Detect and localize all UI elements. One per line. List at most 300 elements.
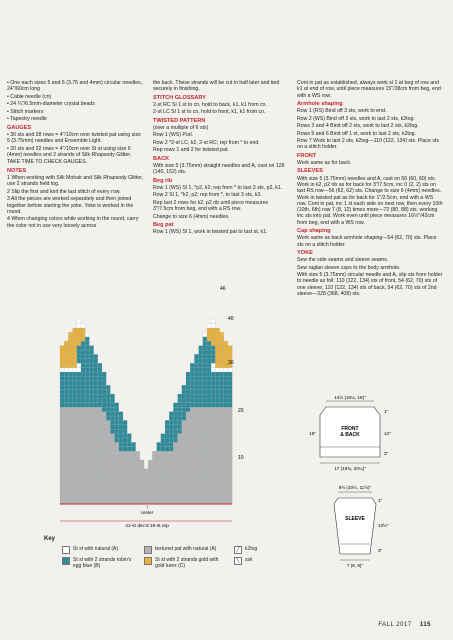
bottom-width: 7 (8, 8)" xyxy=(346,563,364,568)
row-label: 46 xyxy=(220,286,226,292)
chart-cell xyxy=(173,451,177,455)
chart-cell xyxy=(119,412,123,416)
chart-cell xyxy=(98,420,102,424)
chart-cell xyxy=(77,385,81,389)
chart-cell xyxy=(207,363,211,367)
chart-cell xyxy=(115,438,119,442)
chart-cell xyxy=(190,469,194,473)
chart-cell xyxy=(199,438,203,442)
chart-cell xyxy=(211,332,215,336)
chart-cell xyxy=(215,464,219,468)
chart-cell xyxy=(169,460,173,464)
chart-cell xyxy=(81,376,85,380)
chart-cell xyxy=(64,398,68,402)
chart-cell xyxy=(77,341,81,345)
chart-cell xyxy=(203,425,207,429)
chart-cell xyxy=(224,478,228,482)
chart-cell xyxy=(73,442,77,446)
chart-cell xyxy=(106,385,110,389)
chart-cell xyxy=(199,434,203,438)
chart-cell xyxy=(94,464,98,468)
chart-cell xyxy=(211,434,215,438)
chart-cell xyxy=(182,420,186,424)
chart-cell xyxy=(94,412,98,416)
chart-cell xyxy=(190,407,194,411)
chart-cell xyxy=(178,473,182,477)
chart-cell xyxy=(81,403,85,407)
chart-cell xyxy=(157,473,161,477)
chart-cell xyxy=(224,447,228,451)
chart-cell xyxy=(85,337,89,341)
chart-cell xyxy=(203,416,207,420)
chart-cell xyxy=(110,460,114,464)
chart-cell xyxy=(123,473,127,477)
check-gauge-text: TAKE TIME TO CHECK GAUGES. xyxy=(7,159,88,166)
chart-cell xyxy=(127,442,131,446)
chart-cell xyxy=(182,491,186,495)
chart-cell xyxy=(228,368,232,372)
chart-cell xyxy=(60,350,64,354)
chart-cell xyxy=(207,354,211,358)
chart-cell xyxy=(110,394,114,398)
chart-cell xyxy=(186,469,190,473)
chart-cell xyxy=(60,429,64,433)
chart-cell xyxy=(211,456,215,460)
chart-cell xyxy=(224,442,228,446)
notes-heading: NOTES xyxy=(7,167,27,174)
chart-cell xyxy=(102,376,106,380)
chart-cell xyxy=(64,376,68,380)
chart-cell xyxy=(161,464,165,468)
chart-cell xyxy=(173,495,177,499)
armhole-line: Rows 3 and 4 Bind off 2 sts, work to last 2 sts, k2tog. xyxy=(297,123,419,130)
chart-cell xyxy=(77,328,81,332)
chart-cell xyxy=(119,469,123,473)
chart-cell xyxy=(190,412,194,416)
center-arrow-icon: ↑ xyxy=(145,505,149,511)
key-label: k2tog xyxy=(245,546,258,552)
chart-cell xyxy=(211,354,215,358)
chart-cell xyxy=(115,403,119,407)
chart-cell xyxy=(228,385,232,389)
chart-cell xyxy=(207,416,211,420)
repeat-label: 41-st dec'd 19-st rep xyxy=(125,524,169,529)
chart-cell xyxy=(157,451,161,455)
chart-cell xyxy=(136,478,140,482)
chart-cell xyxy=(85,495,89,499)
chart-cell xyxy=(106,447,110,451)
chart-cell xyxy=(73,390,77,394)
chart-cell xyxy=(73,346,77,350)
chart-cell xyxy=(194,495,198,499)
chart-cell xyxy=(60,425,64,429)
chart-cell xyxy=(110,442,114,446)
chart-cell xyxy=(102,486,106,490)
chart-cell xyxy=(182,442,186,446)
chart-cell xyxy=(165,491,169,495)
pattern-heading: Beg pat xyxy=(153,221,174,228)
chart-cell xyxy=(94,482,98,486)
chart-cell xyxy=(89,368,93,372)
chart-cell xyxy=(81,447,85,451)
cap-label: 1" xyxy=(378,498,383,503)
chart-cell xyxy=(199,412,203,416)
chart-cell xyxy=(199,416,203,420)
chart-cell xyxy=(85,451,89,455)
chart-cell xyxy=(68,438,72,442)
chart-cell xyxy=(186,398,190,402)
chart-cell xyxy=(228,473,232,477)
chart-cell xyxy=(60,486,64,490)
chart-cell xyxy=(199,464,203,468)
chart-cell xyxy=(73,398,77,402)
chart-cell xyxy=(228,420,232,424)
chart-cell xyxy=(60,442,64,446)
chart-cell xyxy=(186,407,190,411)
chart-cell xyxy=(94,394,98,398)
chart-cell xyxy=(89,425,93,429)
chart-cell xyxy=(207,442,211,446)
chart-cell xyxy=(190,442,194,446)
chart-cell xyxy=(68,354,72,358)
piece-label: & BACK xyxy=(340,432,360,438)
chart-cell xyxy=(68,416,72,420)
chart-cell xyxy=(186,495,190,499)
chart-cell xyxy=(81,416,85,420)
chart-cell xyxy=(211,469,215,473)
chart-cell xyxy=(215,385,219,389)
chart-cell xyxy=(77,416,81,420)
chart-cell xyxy=(194,442,198,446)
chart-cell xyxy=(98,416,102,420)
chart-cell xyxy=(68,425,72,429)
chart-cell xyxy=(106,420,110,424)
chart-cell xyxy=(224,385,228,389)
chart-cell xyxy=(178,464,182,468)
chart-cell xyxy=(207,368,211,372)
chart-cell xyxy=(85,390,89,394)
chart-cell xyxy=(165,464,169,468)
chart-cell xyxy=(207,438,211,442)
chart-cell xyxy=(119,442,123,446)
chart-cell xyxy=(85,394,89,398)
chart-cell xyxy=(190,416,194,420)
chart-cell xyxy=(203,442,207,446)
chart-cell xyxy=(73,429,77,433)
key-item xyxy=(234,557,294,565)
chart-cell xyxy=(73,359,77,363)
chart-cell xyxy=(123,429,127,433)
chart-cell xyxy=(203,385,207,389)
chart-cell xyxy=(81,478,85,482)
chart-cell xyxy=(64,464,68,468)
chart-cell xyxy=(173,500,177,504)
chart-cell xyxy=(144,473,148,477)
chart-cell xyxy=(182,438,186,442)
chart-cell xyxy=(77,350,81,354)
chart-cell xyxy=(77,412,81,416)
chart-cell xyxy=(119,486,123,490)
chart-cell xyxy=(89,469,93,473)
chart-cell xyxy=(228,482,232,486)
chart-cell xyxy=(178,447,182,451)
chart-cell xyxy=(228,403,232,407)
chart-cell xyxy=(199,407,203,411)
chart-cell xyxy=(169,478,173,482)
chart-cell xyxy=(73,478,77,482)
key-title: Key xyxy=(44,536,56,542)
row-label: 10 xyxy=(238,455,244,461)
chart-cell xyxy=(182,385,186,389)
chart-cell xyxy=(81,495,85,499)
chart-cell xyxy=(110,500,114,504)
chart-cell xyxy=(127,500,131,504)
chart-cell xyxy=(85,385,89,389)
chart-cell xyxy=(152,456,156,460)
chart-cell xyxy=(173,469,177,473)
chart-cell xyxy=(60,368,64,372)
chart-cell xyxy=(127,482,131,486)
chart-cell xyxy=(207,447,211,451)
chart-cell xyxy=(207,376,211,380)
chart-cell xyxy=(98,473,102,477)
chart-cell xyxy=(106,407,110,411)
chart-cell xyxy=(94,425,98,429)
chart-cell xyxy=(64,456,68,460)
chart-cell xyxy=(152,469,156,473)
chart-cell xyxy=(77,420,81,424)
chart-cell xyxy=(119,434,123,438)
chart-cell xyxy=(115,456,119,460)
chart-cell xyxy=(190,394,194,398)
chart-cell xyxy=(215,337,219,341)
chart-cell xyxy=(94,381,98,385)
chart-cell xyxy=(203,403,207,407)
chart-cell xyxy=(68,390,72,394)
chart-cell xyxy=(207,451,211,455)
chart-cell xyxy=(203,447,207,451)
chart-cell xyxy=(81,324,85,328)
chart-cell xyxy=(228,469,232,473)
chart-cell xyxy=(85,473,89,477)
chart-cell xyxy=(98,372,102,376)
chart-cell xyxy=(60,381,64,385)
yoke-line: Sew raglan sleeve caps to the body armhole. xyxy=(297,264,401,271)
chart-cell xyxy=(224,456,228,460)
chart-cell xyxy=(190,495,194,499)
chart-cell xyxy=(64,420,68,424)
chart-cell xyxy=(136,482,140,486)
chart-cell xyxy=(182,495,186,499)
chart-cell xyxy=(157,500,161,504)
chart-cell xyxy=(203,412,207,416)
chart-cell xyxy=(73,412,77,416)
note-item: 3 All the pieces are worked separately and then joined together before starting the yoke. Yoke is worked in the round. xyxy=(7,196,134,215)
chart-cell xyxy=(215,376,219,380)
chart-cell xyxy=(98,368,102,372)
chart-cell xyxy=(123,491,127,495)
chart-cell xyxy=(203,346,207,350)
chart-cell xyxy=(215,390,219,394)
chart-cell xyxy=(199,363,203,367)
chart-cell xyxy=(85,500,89,504)
chart-cell xyxy=(85,381,89,385)
chart-cell xyxy=(186,500,190,504)
chart-cell xyxy=(106,390,110,394)
chart-cell xyxy=(68,337,72,341)
chart-cell xyxy=(194,394,198,398)
chart-cell xyxy=(199,346,203,350)
chart-cell xyxy=(60,464,64,468)
chart-cell xyxy=(60,456,64,460)
chart-cell xyxy=(203,398,207,402)
chart-cell xyxy=(215,354,219,358)
chart-cell xyxy=(94,469,98,473)
chart-cell xyxy=(157,447,161,451)
chart-cell xyxy=(68,376,72,380)
top-width: 9½ (10½, 11½)" xyxy=(338,485,372,490)
chart-cell xyxy=(165,456,169,460)
chart-cell xyxy=(106,495,110,499)
glossary-item: 2-st RC Sl 1 st to cn, hold to back, k1, k1 from cn. xyxy=(153,101,267,108)
chart-cell xyxy=(207,425,211,429)
chart-cell xyxy=(140,491,144,495)
chart-cell xyxy=(102,438,106,442)
chart-cell xyxy=(190,381,194,385)
chart-cell xyxy=(77,438,81,442)
chart-cell xyxy=(173,460,177,464)
chart-cell xyxy=(224,398,228,402)
chart-cell xyxy=(207,341,211,345)
chart-cell xyxy=(207,350,211,354)
chart-cell xyxy=(77,495,81,499)
chart-cell xyxy=(140,478,144,482)
chart-cell xyxy=(85,376,89,380)
chart-cell xyxy=(73,341,77,345)
chart-cell xyxy=(144,469,148,473)
chart-cell xyxy=(173,403,177,407)
chart-cell xyxy=(220,491,224,495)
chart-cell xyxy=(81,332,85,336)
chart-cell xyxy=(228,500,232,504)
chart-cell xyxy=(165,500,169,504)
chart-cell xyxy=(60,434,64,438)
chart-cell xyxy=(94,359,98,363)
chart-cell xyxy=(220,394,224,398)
chart-cell xyxy=(186,482,190,486)
chart-cell xyxy=(207,324,211,328)
chart-cell xyxy=(89,363,93,367)
chart-cell xyxy=(119,495,123,499)
chart-cell xyxy=(73,407,77,411)
chart-cell xyxy=(169,451,173,455)
swatch-textured xyxy=(144,546,152,554)
chart-cell xyxy=(194,412,198,416)
chart-cell xyxy=(81,341,85,345)
chart-cell xyxy=(165,486,169,490)
chart-cell xyxy=(169,434,173,438)
chart-cell xyxy=(199,398,203,402)
key-label: ssk xyxy=(245,557,253,563)
chart-cell xyxy=(64,346,68,350)
chart-cell xyxy=(68,456,72,460)
chart-cell xyxy=(68,451,72,455)
chart-cell xyxy=(60,376,64,380)
chart-cell xyxy=(194,376,198,380)
chart-cell xyxy=(207,486,211,490)
chart-cell xyxy=(81,363,85,367)
chart-cell xyxy=(203,469,207,473)
chart-cell xyxy=(224,486,228,490)
chart-cell xyxy=(81,359,85,363)
chart-cell xyxy=(98,390,102,394)
chart-cell xyxy=(220,434,224,438)
chart-cell xyxy=(68,368,72,372)
chart-cell xyxy=(85,341,89,345)
chart-cell xyxy=(211,425,215,429)
materials-item: • One each sizes 5 and 6 (3.75 and 4mm) circular needles, 24"/60cm long xyxy=(7,80,145,93)
chart-cell xyxy=(199,482,203,486)
chart-cell xyxy=(215,398,219,402)
chart-cell xyxy=(199,354,203,358)
chart-cell xyxy=(211,491,215,495)
chart-cell xyxy=(165,420,169,424)
chart-cell xyxy=(178,491,182,495)
chart-cell xyxy=(64,407,68,411)
chart-cell xyxy=(64,469,68,473)
chart-cell xyxy=(89,460,93,464)
key-item xyxy=(144,557,224,569)
chart-cell xyxy=(102,429,106,433)
chart-cell xyxy=(178,416,182,420)
chart-cell xyxy=(178,442,182,446)
chart-cell xyxy=(220,438,224,442)
chart-cell xyxy=(199,376,203,380)
chart-cell xyxy=(110,469,114,473)
chart-cell xyxy=(211,407,215,411)
chart-cell xyxy=(161,451,165,455)
chart-cell xyxy=(89,482,93,486)
chart-cell xyxy=(220,390,224,394)
chart-cell xyxy=(228,442,232,446)
chart-cell xyxy=(165,451,169,455)
chart-cell xyxy=(85,359,89,363)
chart-cell xyxy=(85,425,89,429)
chart-cell xyxy=(77,429,81,433)
chart-cell xyxy=(77,478,81,482)
chart-cell xyxy=(220,332,224,336)
chart-cell xyxy=(77,469,81,473)
chart-cell xyxy=(199,385,203,389)
chart-cell xyxy=(165,473,169,477)
chart-cell xyxy=(81,429,85,433)
chart-cell xyxy=(211,376,215,380)
chart-cell xyxy=(115,500,119,504)
chart-cell xyxy=(173,420,177,424)
chart-cell xyxy=(207,500,211,504)
chart-cell xyxy=(68,473,72,477)
chart-cell xyxy=(207,359,211,363)
chart-cell xyxy=(102,420,106,424)
swatch-natural xyxy=(62,546,70,554)
chart-cell xyxy=(68,398,72,402)
chart-cell xyxy=(220,346,224,350)
chart-cell xyxy=(211,429,215,433)
chart-cell xyxy=(199,473,203,477)
chart-cell xyxy=(203,420,207,424)
chart-cell xyxy=(119,478,123,482)
chart-cell xyxy=(178,486,182,490)
